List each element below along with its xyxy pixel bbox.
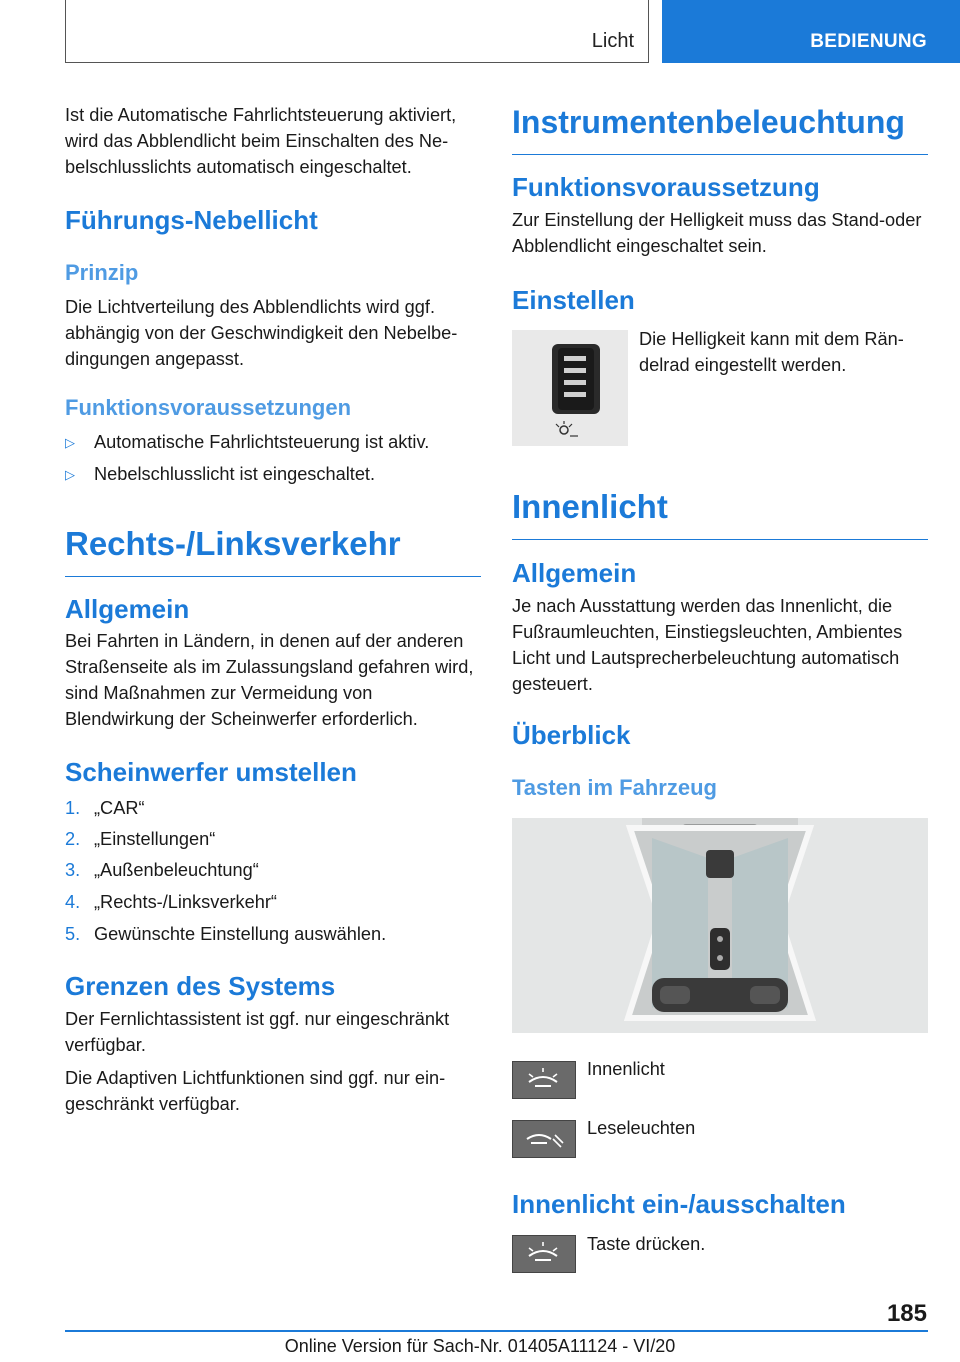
triangle-bullet-icon: ▷ — [65, 435, 75, 450]
heading-ueberblick: Überblick — [512, 720, 631, 750]
heading-fuehrungs-nebellicht: Führungs-Nebellicht — [65, 205, 318, 235]
footer-divider — [65, 1330, 928, 1332]
step-item: 2. „Einstellungen“ — [65, 829, 216, 849]
heading-funktionsvoraussetzung: Funktionsvoraussetzung — [512, 172, 820, 202]
thumbwheel-image — [512, 330, 628, 446]
heading-prinzip: Prinzip — [65, 260, 139, 285]
intro-paragraph: Ist die Automatische Fahrlichtsteuerung aktiviert, wird das Abblendlicht beim Einschalten des Ne-belschlusslichts automatisch eingeschaltet. — [65, 105, 457, 177]
heading-rechts-linksverkehr: Rechts-/Linksverkehr — [65, 524, 481, 577]
prinzip-paragraph: Die Lichtverteilung des Abblendlichts wird ggf. abhängig von der Geschwindigkeit den Nebelbe-dingungen angepasst. — [65, 297, 458, 369]
heading-innenlicht: Innenlicht — [512, 487, 928, 540]
roof-console-image — [512, 818, 928, 1033]
heading-instrumentenbeleuchtung: Instrumentenbeleuchtung — [512, 102, 928, 155]
heading-scheinwerfer-umstellen: Scheinwerfer umstellen — [65, 757, 357, 787]
grenzen-paragraph-2: Die Adaptiven Lichtfunktionen sind ggf. nur ein-geschränkt verfügbar. — [65, 1068, 446, 1114]
heading-allgemein: Allgemein — [65, 594, 190, 624]
header-chapter-box — [65, 0, 649, 63]
heading-tasten-im-fahrzeug: Tasten im Fahrzeug — [512, 775, 717, 800]
leseleuchten-button-icon — [512, 1120, 576, 1158]
bullet-item: ▷ Nebelschlusslicht ist eingeschaltet. — [65, 461, 481, 487]
leseleuchten-icon-label: Leseleuchten — [587, 1118, 696, 1138]
step-item: 5. Gewünschte Einstellung auswählen. — [65, 924, 387, 944]
heading-funktionsvoraussetzungen: Funktionsvoraussetzungen — [65, 395, 352, 420]
heading-innenlicht-ein-aus: Innenlicht ein-/ausschalten — [512, 1189, 846, 1219]
innenlicht-button-icon — [512, 1061, 576, 1099]
triangle-bullet-icon: ▷ — [65, 467, 75, 482]
heading-einstellen: Einstellen — [512, 285, 635, 315]
einaus-text: Taste drücken. — [587, 1234, 706, 1254]
roof-console-illustration — [512, 818, 928, 1033]
bullet-item: ▷ Automatische Fahrlichtsteuerung ist aktiv. — [65, 429, 481, 455]
step-item: 3. „Außenbeleuchtung“ — [65, 860, 259, 880]
heading-allgemein-innenlicht: Allgemein — [512, 558, 637, 588]
page-number: 185 — [886, 1300, 927, 1327]
grenzen-paragraph-1: Der Fernlichtassistent ist ggf. nur eingeschränkt verfügbar. — [65, 1009, 450, 1055]
innenlicht-toggle-icon — [512, 1235, 576, 1273]
funktion-paragraph: Zur Einstellung der Helligkeit muss das Stand-oder Abblendlicht eingeschaltet sein. — [512, 210, 922, 256]
heading-grenzen-des-systems: Grenzen des Systems — [65, 971, 336, 1001]
innenlicht-icon-label: Innenlicht — [587, 1059, 665, 1079]
einstellen-paragraph: Die Helligkeit kann mit dem Rän-delrad eingestellt werden. — [639, 329, 904, 375]
header-section-box — [662, 0, 960, 63]
step-item: 4. „Rechts-/Linksverkehr“ — [65, 892, 277, 912]
chapter-title: Licht — [591, 30, 634, 52]
section-title: BEDIENUNG — [810, 31, 927, 52]
footer-online-version: Online Version für Sach-Nr. 01405A11124 - VI/20 — [284, 1336, 676, 1356]
thumbwheel-icon — [512, 330, 628, 446]
innenlicht-allgemein-paragraph: Je nach Ausstattung werden das Innenlicht, die Fußraumleuchten, Einstiegsleuchten, Ambientes Licht und Lautsprecherbeleuchtung automatisch gesteuert. — [512, 596, 903, 694]
allgemein-paragraph: Bei Fahrten in Ländern, in denen auf der anderen Straßenseite als im Zulassungsland gefahren wird, sind Maßnahmen zur Vermeidung von Blendwirkung der Scheinwerfer erforderlich. — [65, 631, 474, 729]
step-item: 1. „CAR“ — [65, 798, 145, 818]
